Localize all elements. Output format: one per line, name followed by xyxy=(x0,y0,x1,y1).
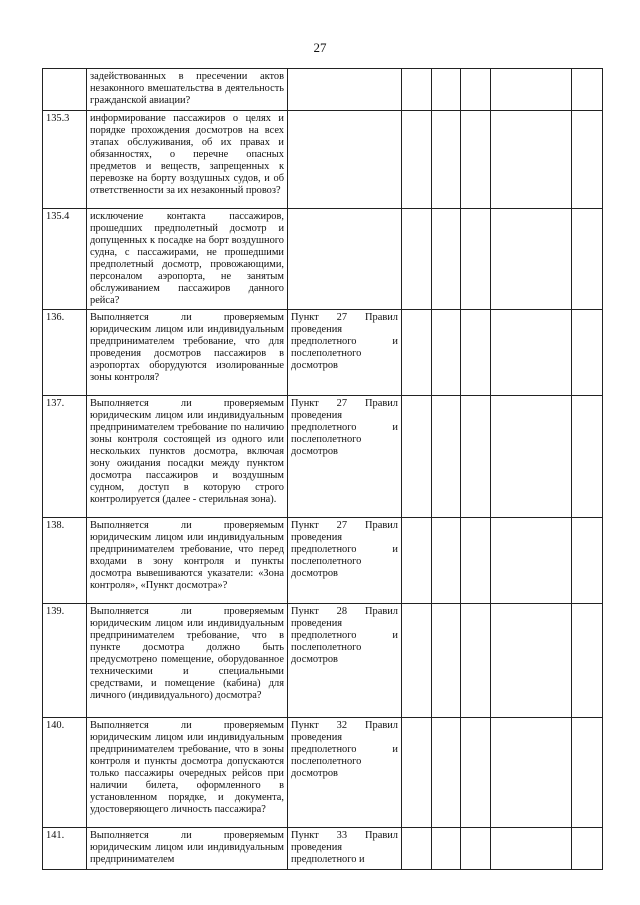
table-row xyxy=(43,396,603,518)
question-text: Выполняется ли проверяемым юридическим лицом или индивидуальным предпринимателем требование, что для проведения досмотров пассажиров в аэропортах оборудуются изолированные зоны контроля? xyxy=(87,310,288,396)
item-number: 141. xyxy=(43,828,87,870)
answer-cell-yes xyxy=(402,604,432,718)
item-number: 135.4 xyxy=(43,209,87,310)
question-text: Выполняется ли проверяемым юридическим лицом или индивидуальным предпринимателем xyxy=(87,828,288,870)
extra-cell xyxy=(572,111,603,209)
item-number: 140. xyxy=(43,718,87,828)
legal-reference xyxy=(288,209,402,310)
table-row xyxy=(43,828,603,870)
comment-cell xyxy=(491,209,572,310)
answer-cell-no xyxy=(432,310,461,396)
legal-reference: Пункт 33 Правил проведения предполетного и xyxy=(288,828,402,870)
answer-cell-yes xyxy=(402,828,432,870)
legal-reference xyxy=(288,69,402,111)
answer-cell-yes xyxy=(402,718,432,828)
item-number xyxy=(43,69,87,111)
table-row xyxy=(43,310,603,396)
answer-cell-no xyxy=(432,111,461,209)
table-row xyxy=(43,718,603,828)
comment-cell xyxy=(491,718,572,828)
extra-cell xyxy=(572,310,603,396)
extra-cell xyxy=(572,518,603,604)
item-number: 136. xyxy=(43,310,87,396)
answer-cell-na xyxy=(461,69,491,111)
extra-cell xyxy=(572,69,603,111)
answer-cell-no xyxy=(432,718,461,828)
comment-cell xyxy=(491,310,572,396)
answer-cell-yes xyxy=(402,518,432,604)
item-number: 139. xyxy=(43,604,87,718)
extra-cell xyxy=(572,718,603,828)
answer-cell-na xyxy=(461,828,491,870)
table-row xyxy=(43,111,603,209)
table-row xyxy=(43,604,603,718)
table-row xyxy=(43,518,603,604)
legal-reference: Пункт 27 Правил проведения предполетного и послеполетного досмотров xyxy=(288,310,402,396)
legal-reference: Пункт 28 Правил проведения предполетного и послеполетного досмотров xyxy=(288,604,402,718)
answer-cell-no xyxy=(432,209,461,310)
answer-cell-no xyxy=(432,828,461,870)
answer-cell-no xyxy=(432,396,461,518)
answer-cell-na xyxy=(461,310,491,396)
legal-reference: Пункт 27 Правил проведения предполетного и послеполетного досмотров xyxy=(288,396,402,518)
answer-cell-na xyxy=(461,718,491,828)
comment-cell xyxy=(491,518,572,604)
answer-cell-no xyxy=(432,69,461,111)
comment-cell xyxy=(491,604,572,718)
answer-cell-na xyxy=(461,518,491,604)
answer-cell-no xyxy=(432,518,461,604)
comment-cell xyxy=(491,69,572,111)
answer-cell-yes xyxy=(402,69,432,111)
answer-cell-no xyxy=(432,604,461,718)
answer-cell-na xyxy=(461,209,491,310)
extra-cell xyxy=(572,396,603,518)
comment-cell xyxy=(491,828,572,870)
page-number: 27 xyxy=(313,40,327,55)
extra-cell xyxy=(572,828,603,870)
item-number: 135.3 xyxy=(43,111,87,209)
table-row xyxy=(43,209,603,310)
answer-cell-yes xyxy=(402,111,432,209)
answer-cell-yes xyxy=(402,396,432,518)
answer-cell-na xyxy=(461,604,491,718)
checklist-table xyxy=(42,68,603,870)
item-number: 137. xyxy=(43,396,87,518)
answer-cell-na xyxy=(461,396,491,518)
answer-cell-yes xyxy=(402,209,432,310)
legal-reference xyxy=(288,111,402,209)
question-text: Выполняется ли проверяемым юридическим лицом или индивидуальным предпринимателем требование, что в пункте досмотра должно быть предусмотрено помещение, оборудованное техническими и специальными средствами, и помещение (кабина) для личного (индивидуального) досмотра? xyxy=(87,604,288,718)
comment-cell xyxy=(491,111,572,209)
answer-cell-na xyxy=(461,111,491,209)
legal-reference: Пункт 27 Правил проведения предполетного и послеполетного досмотров xyxy=(288,518,402,604)
extra-cell xyxy=(572,604,603,718)
question-text: Выполняется ли проверяемым юридическим лицом или индивидуальным предпринимателем требование, что в зоны контроля и пункты досмотра допускаются только пассажиры очередных рейсов при наличии билета, оформленного в установленном порядке, и документа, удостоверяющего личность пассажира? xyxy=(87,718,288,828)
question-text: Выполняется ли проверяемым юридическим лицом или индивидуальным предпринимателем требование, что перед входами в зону контроля и пункты досмотра вывешиваются указатели: «Зона контроля», «Пункт досмотра»? xyxy=(87,518,288,604)
question-text: Выполняется ли проверяемым юридическим лицом или индивидуальным предпринимателем требование по наличию зоны контроля состоящей из одного или нескольких пунктов досмотра, включая зону ожидания посадки между пунктом досмотра пассажиров и воздушным судном, доступ в которую строго контролируется (далее - стерильная зона). xyxy=(87,396,288,518)
legal-reference: Пункт 32 Правил проведения предполетного и послеполетного досмотров xyxy=(288,718,402,828)
table-row xyxy=(43,69,603,111)
extra-cell xyxy=(572,209,603,310)
question-text: исключение контакта пассажиров, прошедших предполетный досмотр и допущенных к посадке на борт воздушного судна, с пассажирами, не прошедшими предполетный досмотр, провожающими, персоналом аэропорта, не занятым обслуживанием пассажиров данного рейса? xyxy=(87,209,288,310)
question-text: задействованных в пресечении актов незаконного вмешательства в деятельность гражданской авиации? xyxy=(87,69,288,111)
item-number: 138. xyxy=(43,518,87,604)
answer-cell-yes xyxy=(402,310,432,396)
question-text: информирование пассажиров о целях и порядке прохождения досмотров на всех этапах обслуживания, об их правах и обязанностях, о перечне опасных предметов и веществ, запрещенных к перевозке на борту воздушных судов, и об ответственности за их незаконный провоз? xyxy=(87,111,288,209)
comment-cell xyxy=(491,396,572,518)
